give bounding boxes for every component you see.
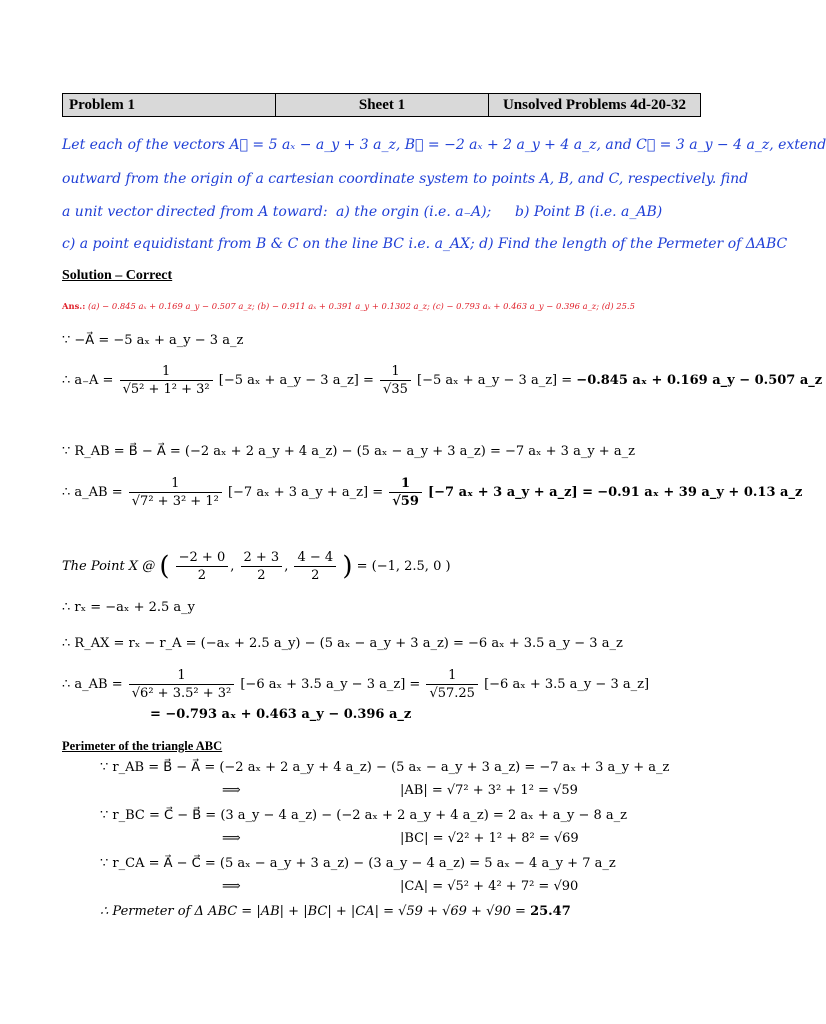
perim-ca: |CA| = √5² + 4² + 7² = √90 xyxy=(400,879,579,894)
eq-unit-ax-lhs: ∴ a_AB = xyxy=(62,677,123,692)
eq-unit-ab-mid2: [−7 aₓ + 3 a_y + a_z] = xyxy=(428,485,594,500)
header-problem: Problem 1 xyxy=(63,94,276,117)
eq-point-x: The Point X @ ( $\frac{-2 + 0}{2}$ , $\frac{2 + 3}{2}$ , $\frac{4 - 4}{2}$ ) = (−1, 2.5, 0 ) xyxy=(62,550,451,583)
perim-arrow-1: ⟹ xyxy=(222,783,241,798)
eq-point-x-frac3: $\frac{4 - 4}{2}$ xyxy=(294,550,336,583)
eq-unit-neg-a-frac1: $\frac{1}{\text{√5² + 1² + 3²}}$ xyxy=(120,364,213,397)
problem-line-1: Let each of the vectors A⃗ = 5 aₓ − a_y + 3 a_z, B⃗ = −2 aₓ + 2 a_y + 4 a_z, and C⃗ = 3 a_y − 4 a_z, extend xyxy=(62,137,826,153)
eq-neg-a: ∵ −A⃗ = −5 aₓ + a_y − 3 a_z xyxy=(62,333,244,348)
perim-final-result: 25.47 xyxy=(530,904,571,919)
problem-line-3a: a unit vector directed from A toward: xyxy=(62,204,328,220)
eq-unit-ax-mid2: [−6 aₓ + 3.5 a_y − 3 a_z] xyxy=(484,677,650,692)
eq-unit-ax-result: = −0.793 aₓ + 0.463 a_y − 0.396 a_z xyxy=(150,707,412,722)
perim-ab: |AB| = √7² + 3² + 1² = √59 xyxy=(400,783,578,798)
eq-r-ax: ∴ R_AX = rₓ − r_A = (−aₓ + 2.5 a_y) − (5 aₓ − a_y + 3 a_z) = −6 aₓ + 3.5 a_y − 3 a_z xyxy=(62,636,623,651)
eq-unit-neg-a-frac2: $\frac{1}{√35}$ xyxy=(380,364,411,397)
perim-r-ab: ∵ r_AB = B⃗ − A⃗ = (−2 aₓ + 2 a_y + 4 a_z) − (5 aₓ − a_y + 3 a_z) = −7 aₓ + 3 a_y + a_z xyxy=(100,760,670,775)
eq-unit-ax-frac2: $\frac{1}{√57.25}$ xyxy=(426,668,478,701)
perim-arrow-2: ⟹ xyxy=(222,831,241,846)
perim-final xyxy=(100,904,571,919)
answer-a: (a) − 0.845 aₓ + 0.169 a_y − 0.507 a_z; xyxy=(87,301,255,311)
perim-final-expr: ∴ Permeter of Δ ABC = |AB| + |BC| + |CA| = √59 + √69 + √90 = xyxy=(100,904,526,919)
problem-line-3b: a) the orgin (i.e. a₋A); xyxy=(336,204,492,220)
eq-unit-ab-result: −0.91 aₓ + 39 a_y + 0.13 a_z xyxy=(597,485,803,500)
header-set: Unsolved Problems 4d-20-32 xyxy=(489,94,701,117)
eq-unit-neg-a-result: −0.845 aₓ + 0.169 a_y − 0.507 a_z xyxy=(576,373,823,388)
perim-bc: |BC| = √2² + 1² + 8² = √69 xyxy=(400,831,579,846)
solution-heading: Solution – Correct xyxy=(62,268,173,283)
eq-r-x: ∴ rₓ = −aₓ + 2.5 a_y xyxy=(62,600,195,615)
header-sheet: Sheet 1 xyxy=(276,94,489,117)
eq-point-x-result: = (−1, 2.5, 0 ) xyxy=(356,559,451,574)
problem-line-4: c) a point equidistant from B & C on the line BC i.e. a_AX; d) Find the length of the Permeter of ΔABC xyxy=(62,236,788,252)
eq-unit-ax-mid: [−6 aₓ + 3.5 a_y − 3 a_z] = xyxy=(240,677,421,692)
eq-unit-ab-lhs: ∴ a_AB = xyxy=(62,485,123,500)
header-table xyxy=(62,93,701,117)
answer-d: (d) 25.5 xyxy=(601,301,635,311)
eq-unit-neg-a-mid: [−5 aₓ + a_y − 3 a_z] = xyxy=(218,373,374,388)
eq-unit-ax xyxy=(62,668,649,701)
eq-unit-neg-a-lhs: ∴ a₋A = xyxy=(62,373,114,388)
perim-r-ca: ∵ r_CA = A⃗ − C⃗ = (5 aₓ − a_y + 3 a_z) − (3 a_y − 4 a_z) = 5 aₓ − 4 a_y + 7 a_z xyxy=(100,856,616,871)
answer-b: (b) − 0.911 aₓ + 0.391 a_y + 0.1302 a_z; xyxy=(257,301,430,311)
eq-unit-neg-a-mid2: [−5 aₓ + a_y − 3 a_z] = xyxy=(417,373,573,388)
problem-line-2: outward from the origin of a cartesian coordinate system to points A, B, and C, respectively. find xyxy=(62,171,749,187)
eq-r-ab: ∵ R_AB = B⃗ − A⃗ = (−2 aₓ + 2 a_y + 4 a_z) − (5 aₓ − a_y + 3 a_z) = −7 aₓ + 3 a_y + a_z xyxy=(62,444,635,459)
eq-unit-ab xyxy=(62,476,802,509)
eq-unit-neg-a xyxy=(62,364,822,397)
perim-r-bc: ∵ r_BC = C⃗ − B⃗ = (3 a_y − 4 a_z) − (−2 aₓ + 2 a_y + 4 a_z) = 2 aₓ + a_y − 8 a_z xyxy=(100,808,628,823)
eq-unit-ab-frac2: $\frac{1}{√59}$ xyxy=(389,476,422,509)
perimeter-heading: Perimeter of the triangle ABC xyxy=(62,739,223,753)
problem-line-3c: b) Point B (i.e. a_AB) xyxy=(515,204,663,220)
eq-point-x-frac1: $\frac{-2 + 0}{2}$ xyxy=(176,550,229,583)
eq-unit-ax-frac1: $\frac{1}{\text{√6² + 3.5² + 3²}}$ xyxy=(129,668,234,701)
eq-unit-ab-frac1: $\frac{1}{\text{√7² + 3² + 1²}}$ xyxy=(129,476,222,509)
answers-line xyxy=(62,301,635,311)
answer-c: (c) − 0.793 aₓ + 0.463 a_y − 0.396 a_z; xyxy=(432,301,600,311)
eq-point-x-lhs: The Point X @ xyxy=(62,559,156,574)
answers-label: Ans.: xyxy=(62,301,86,311)
eq-unit-ab-mid: [−7 aₓ + 3 a_y + a_z] = xyxy=(227,485,384,500)
perim-arrow-3: ⟹ xyxy=(222,879,241,894)
eq-point-x-frac2: $\frac{2 + 3}{2}$ xyxy=(241,550,283,583)
